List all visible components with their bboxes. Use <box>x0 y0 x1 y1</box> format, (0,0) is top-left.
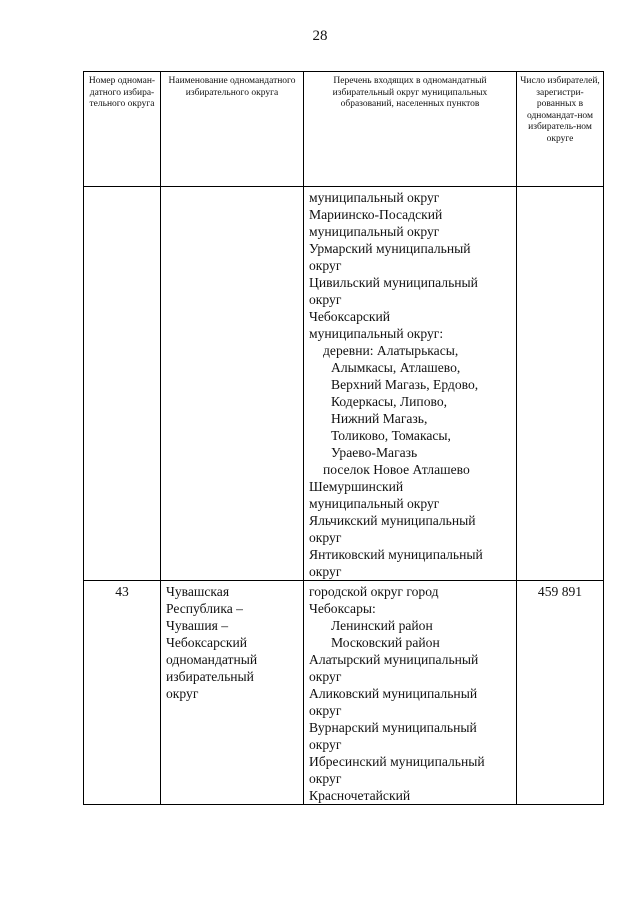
list-item: Мариинско-Посадский <box>309 207 443 222</box>
table-row <box>84 581 604 805</box>
list-item: округ <box>309 530 342 545</box>
list-item: Красночетайский <box>309 788 411 803</box>
list-item: Цивильский муниципальный <box>309 275 478 290</box>
header-municipalities-list: Перечень входящих в одномандатный избирательный округ муниципальных образований, населенных пунктов <box>304 72 517 187</box>
list-item: округ <box>309 669 342 684</box>
district-name-line: одномандатный <box>166 652 258 667</box>
list-item: Алатырский муниципальный <box>309 652 479 667</box>
page-number: 28 <box>312 28 328 44</box>
list-item: Вурнарский муниципальный <box>309 720 477 735</box>
list-item: деревни: Алатырькасы, <box>323 343 459 358</box>
list-item: округ <box>309 771 342 786</box>
list-item: Ибресинский муниципальный <box>309 754 485 769</box>
list-item: округ <box>309 292 342 307</box>
header-voters-count: Число избирателей, зарегистри-рованных в одномандат-ном избиратель-ном округе <box>517 72 604 187</box>
list-item: Яльчикский муниципальный <box>309 513 476 528</box>
district-name-line: избирательный <box>166 669 254 684</box>
list-item: Алымкасы, Атлашево, <box>331 360 461 375</box>
list-item: Ленинский район <box>331 618 433 633</box>
list-item: муниципальный округ: <box>309 326 444 341</box>
list-item: Янтиковский муниципальный <box>309 547 483 562</box>
list-item: поселок Новое Атлашево <box>323 462 470 477</box>
municipalities-cell <box>304 581 517 805</box>
list-item: Кодеркасы, Липово, <box>331 394 448 409</box>
district-number-cell <box>84 187 161 581</box>
list-item: Шемуршинский <box>309 479 404 494</box>
district-name-cell <box>161 581 304 805</box>
list-item: Чебоксарский <box>309 309 391 324</box>
header-district-name: Наименование одномандатного избирательного округа <box>161 72 304 187</box>
district-name-line: Республика – <box>166 601 243 616</box>
list-item: городской округ город <box>309 584 439 599</box>
list-item: Урмарский муниципальный <box>309 241 471 256</box>
table-row <box>84 187 604 581</box>
list-item: Ураево-Магазь <box>331 445 418 460</box>
list-item: Чебоксары: <box>309 601 376 616</box>
district-name-line: Чувашия – <box>166 618 229 633</box>
list-item: округ <box>309 737 342 752</box>
list-item: Нижний Магазь, <box>331 411 428 426</box>
header-district-number: Номер одноман-датного избира-тельного округа <box>84 72 161 187</box>
list-item: Московский район <box>331 635 440 650</box>
district-number-cell: 43 <box>84 581 161 805</box>
list-item: Аликовский муниципальный <box>309 686 478 701</box>
list-item: Верхний Магазь, Ердово, <box>331 377 479 392</box>
list-item: округ <box>309 703 342 718</box>
list-item: муниципальный округ <box>309 224 440 239</box>
list-item: Толиково, Томакасы, <box>331 428 451 443</box>
voters-count-cell <box>517 187 604 581</box>
list-item: округ <box>309 258 342 273</box>
district-name-line: округ <box>166 686 199 701</box>
voters-count-cell: 459 891 <box>517 581 604 805</box>
districts-table <box>83 71 604 805</box>
municipalities-cell <box>304 187 517 581</box>
district-name-cell <box>161 187 304 581</box>
table-header-row <box>84 72 604 187</box>
district-name-line: Чувашская <box>166 584 230 599</box>
list-item: муниципальный округ <box>309 496 440 511</box>
list-item: муниципальный округ <box>309 190 440 205</box>
district-name-line: Чебоксарский <box>166 635 248 650</box>
list-item: округ <box>309 564 342 579</box>
